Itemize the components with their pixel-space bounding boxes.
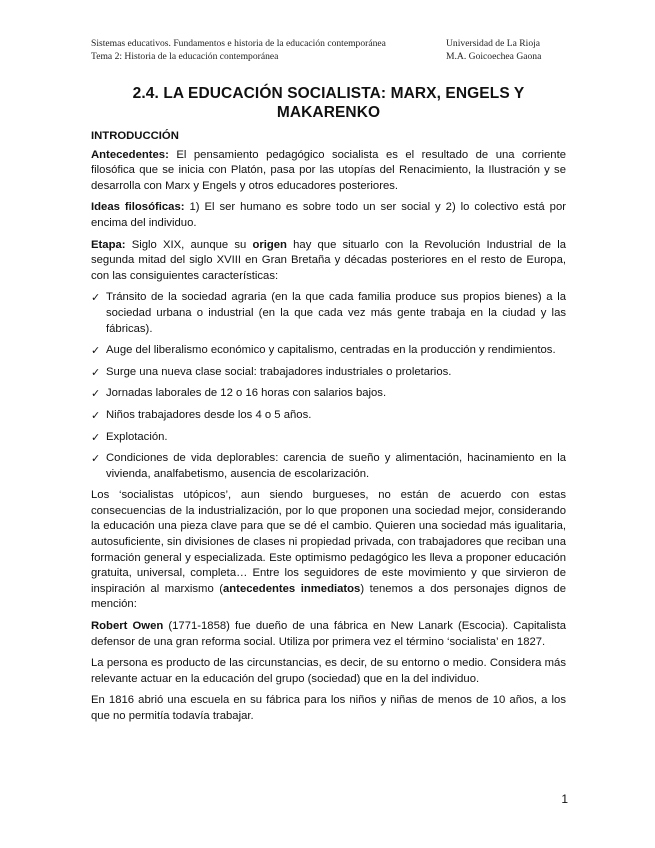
etapa-origen: origen bbox=[252, 238, 287, 251]
header-row-2 bbox=[91, 51, 566, 64]
owen-text: (1771-1858) fue dueño de una fábrica en New Lanark (Escocia). Capitalista defensor de una gran reforma social. Utiliza por primera vez el término ‘socialista’ en 1827. bbox=[91, 620, 567, 648]
document-body bbox=[91, 84, 566, 731]
persona-paragraph: La persona es producto de las circunstancias, es decir, de su entorno o medio. Considera más relevante actuar en la educación del grupo (sociedad) que en la del individuo. bbox=[91, 657, 566, 685]
etapa-text-a: Siglo XIX, aunque su bbox=[125, 238, 253, 251]
owen-name: Robert Owen bbox=[91, 620, 164, 633]
list-item bbox=[91, 451, 566, 482]
checkmark-icon: ✓ bbox=[91, 365, 101, 379]
list-item bbox=[91, 430, 566, 446]
list-item-text: Explotación. bbox=[106, 430, 168, 443]
utopicos-text-b: ) tenemos a dos personajes dignos de mención: bbox=[91, 582, 567, 611]
list-item-text: Tránsito de la sociedad agraria (en la que cada familia produce sus propios bienes) a la sociedad urbana o industrial (en la que cada vez más gente trabaja en la ciudad y las fábricas). bbox=[106, 291, 566, 335]
checkmark-icon: ✓ bbox=[91, 452, 101, 466]
ideas-paragraph bbox=[91, 200, 566, 231]
page-number: 1 bbox=[561, 792, 568, 806]
list-item-text: Auge del liberalismo económico y capitalismo, centradas en la producción y rendimientos. bbox=[106, 344, 556, 357]
list-item-text: Jornadas laborales de 12 o 16 horas con salarios bajos. bbox=[106, 387, 387, 400]
ideas-text: 1) El ser humano es sobre todo un ser social y 2) lo colectivo está por encima del individuo. bbox=[91, 201, 566, 229]
owen-paragraph bbox=[91, 619, 566, 650]
checkmark-icon: ✓ bbox=[91, 408, 101, 422]
list-item-text: Condiciones de vida deplorables: carencia de sueño y alimentación, hacinamiento en la vivienda, analfabetismo, ausencia de escolarización. bbox=[106, 452, 566, 480]
header-row-1 bbox=[91, 38, 566, 51]
etapa-label: Etapa: bbox=[91, 238, 126, 251]
antecedentes-inmediatos: antecedentes inmediatos bbox=[223, 582, 361, 595]
list-item bbox=[91, 365, 566, 381]
list-item-text: Niños trabajadores desde los 4 o 5 años. bbox=[106, 408, 312, 421]
header-topic: Tema 2: Historia de la educación contemporánea bbox=[91, 50, 279, 62]
page-title: 2.4. LA EDUCACIÓN SOCIALISTA: MARX, ENGELS Y MAKARENKO bbox=[132, 85, 525, 121]
list-item bbox=[91, 343, 566, 359]
characteristics-list bbox=[91, 290, 566, 482]
list-item bbox=[91, 408, 566, 424]
page-header bbox=[91, 38, 566, 63]
list-item bbox=[91, 386, 566, 402]
checkmark-icon: ✓ bbox=[91, 291, 101, 305]
header-course: Sistemas educativos. Fundamentos e historia de la educación contemporánea bbox=[91, 38, 386, 49]
header-author: M.A. Goicoechea Gaona bbox=[446, 50, 542, 62]
ideas-label: Ideas filosóficas: bbox=[91, 201, 185, 214]
antecedentes-paragraph bbox=[91, 148, 566, 195]
antecedentes-text: El pensamiento pedagógico socialista es el resultado de una corriente filosófica que se inicia con Platón, pasa por las utopías del Renacimiento, la Ilustración y se desarrolla con Marx y Engels y otros educadores posteriores. bbox=[91, 148, 566, 192]
etapa-text-b: hay que situarlo con la Revolución Industrial de la segunda mitad del siglo XVIII en Gran Bretaña y décadas posteriores en el resto de Europa, con las consiguientes características: bbox=[91, 238, 566, 282]
checkmark-icon: ✓ bbox=[91, 430, 101, 444]
list-item-text: Surge una nueva clase social: trabajadores industriales o proletarios. bbox=[106, 365, 452, 378]
escuela-paragraph: En 1816 abrió una escuela en su fábrica para los niños y niñas de menos de 10 años, a los que no permitía todavía trabajar. bbox=[91, 694, 566, 722]
checkmark-icon: ✓ bbox=[91, 344, 101, 358]
checkmark-icon: ✓ bbox=[91, 387, 101, 401]
antecedentes-label: Antecedentes: bbox=[91, 148, 169, 161]
list-item bbox=[91, 290, 566, 337]
utopicos-paragraph bbox=[91, 488, 566, 613]
header-university: Universidad de La Rioja bbox=[446, 38, 541, 49]
etapa-paragraph bbox=[91, 238, 566, 285]
section-heading: INTRODUCCIÓN bbox=[91, 130, 179, 142]
utopicos-text-a: Los ‘socialistas utópicos’, aun siendo burgueses, no están de acuerdo con estas consecuencias de la industrialización, por lo que proponen una sociedad mejor, considerando la educación una pieza clave para que se dé el cambio. Quieren una sociedad más igualitaria, autosuficiente, sin divisiones de clases ni propiedad privada, con trabajadores que reciban una formación general y especializada. Este optimismo pedagógico les lleva a proponer educación gratuita, universal, completa… Entre los seguidores de este movimiento y que sirvieron de inspiración al marxismo ( bbox=[91, 489, 566, 595]
